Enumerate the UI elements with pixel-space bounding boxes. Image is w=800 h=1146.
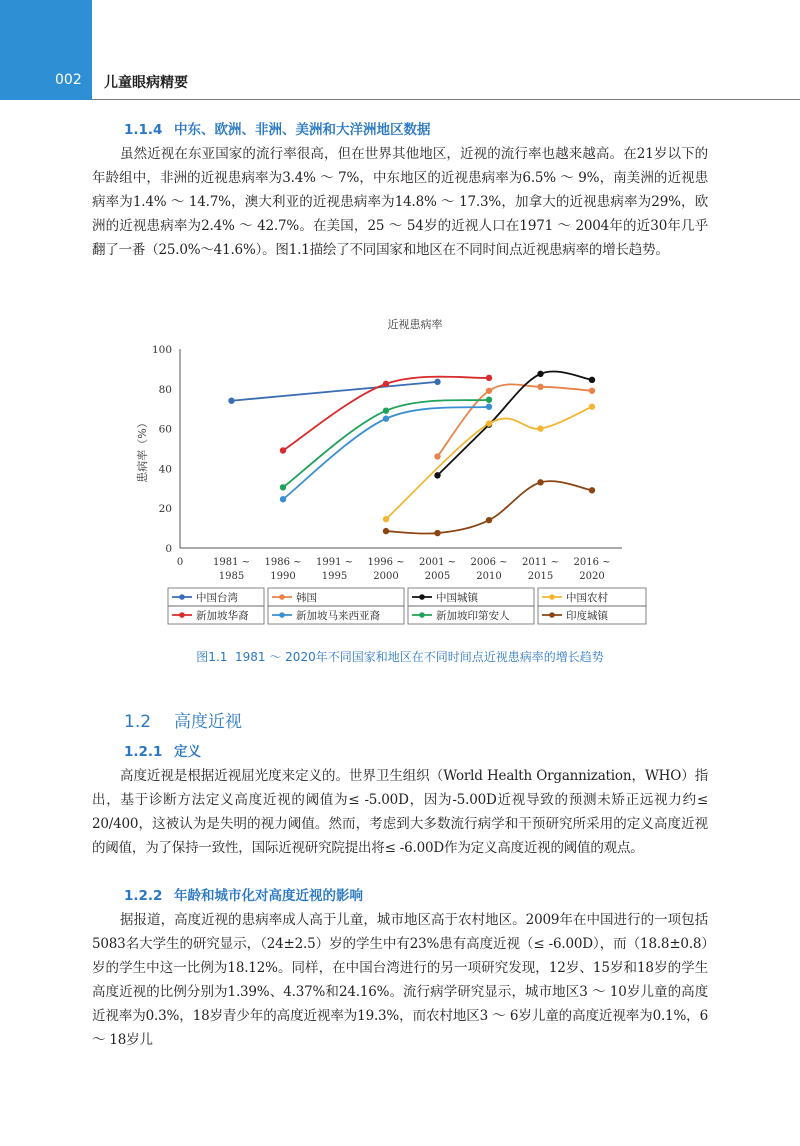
data-point (537, 479, 543, 485)
legend-label: 中国城镇 (436, 592, 478, 604)
section-heading: 1.2.2 年龄和城市化对高度近视的影响 (124, 888, 363, 904)
legend-label: 新加坡华裔 (196, 610, 249, 622)
x-tick-label: 2015 (527, 571, 554, 582)
data-point (383, 381, 389, 387)
data-point (589, 404, 595, 410)
header-rule (92, 99, 800, 100)
x-tick-label: 0 (176, 557, 184, 568)
section-heading: 1.2.1 定义 (124, 744, 201, 760)
y-tick-label: 20 (158, 503, 172, 516)
data-point (486, 404, 492, 410)
data-point (383, 407, 389, 413)
x-tick-label: 2005 (424, 571, 451, 582)
data-point (589, 487, 595, 493)
data-point (434, 379, 440, 385)
y-tick-label: 40 (158, 463, 172, 476)
data-point (280, 447, 286, 453)
section-heading-1-2: 1.2 高度近视 (124, 712, 242, 732)
x-tick-label: 1995 (321, 571, 348, 582)
legend-marker (179, 594, 185, 600)
x-tick-label: 1991 ~ (315, 557, 354, 568)
x-tick-label: 1981 ~ (212, 557, 251, 568)
x-tick-label: 1986 ~ (264, 557, 302, 568)
data-point (486, 517, 492, 523)
x-tick-label: 2010 (476, 571, 502, 582)
data-point (537, 425, 543, 431)
paragraph: 高度近视是根据近视屈光度来定义的。世界卫生组织（World Health Organnization，WHO）指出，基于诊断方法定义高度近视的阈值为≤ -5.00D，因为-5.00D近视导致的预测未矫正远视力约≤ 20/400，这被认为是失明的视力阈值。然而，考虑到大多数流行病学和干预研究所采用的定义高度近视的阈值，为了保持一致性，国际近视研究院提出将≤ -6.00D作为定义高度近视的阈值的观点。 (92, 768, 708, 856)
y-tick-label: 100 (151, 344, 172, 356)
x-tick-label: 2001 ~ (418, 557, 457, 568)
legend-label: 新加坡印第安人 (436, 610, 510, 622)
y-tick-label: 60 (158, 423, 172, 436)
section-1-2-1 (92, 742, 708, 860)
x-tick-label: 2020 (579, 571, 605, 582)
legend-marker (419, 612, 425, 618)
paragraph: 据报道，高度近视的患病率成人高于儿童，城市地区高于农村地区。2009年在中国进行的一项包括5083名大学生的研究显示，（24±2.5）岁的学生中有23%患有高度近视（≤ -6.00D），而（18.8±0.8）岁的学生中这一比例为18.12%。同样，在中国台湾进行的另一项研究发现，12岁、15岁和18岁的学生高度近视的比例分别为1.39%、4.37%和24.16%。流行病学研究显示，城市地区3 ～ 10岁儿童的高度近视率为0.3%，18岁青少年的高度近视率为19.3%，而农村地区3 ～ 6岁儿童的高度近视率为0.1%，6 ～ 18岁儿 (92, 912, 708, 1048)
legend-marker (419, 594, 425, 600)
series-line (232, 382, 438, 401)
legend-marker (279, 594, 285, 600)
legend-marker (549, 594, 555, 600)
data-point (434, 472, 440, 478)
data-point (228, 398, 234, 404)
x-tick-label: 1985 (218, 571, 245, 582)
legend-marker (549, 612, 555, 618)
data-point (434, 453, 440, 459)
y-axis-label: 患病率（%） (136, 417, 149, 483)
legend-label: 印度城镇 (566, 610, 608, 622)
book-title: 儿童眼病精要 (104, 75, 188, 91)
section-heading: 1.1.4 中东、欧洲、非洲、美洲和大洋洲地区数据 (124, 122, 431, 138)
data-point (537, 384, 543, 390)
prevalence-line-chart (130, 312, 670, 642)
legend-label: 新加坡马来西亚裔 (296, 610, 380, 622)
section-1-2-2 (92, 886, 708, 1052)
data-point (589, 388, 595, 394)
y-tick-label: 80 (158, 383, 172, 396)
paragraph: 虽然近视在东亚国家的流行率很高，但在世界其他地区，近视的流行率也越来越高。在21岁以下的年龄组中，非洲的近视患病率为3.4% ～ 7%，中东地区的近视患病率为6.5% ～ 9%，南美洲的近视患病率为1.4% ～ 14.7%，澳大利亚的近视患病率为14.8% ～ 17.3%，加拿大的近视患病率为29%，欧洲的近视患病率为2.4% ～ 42.7%。在美国，25 ～ 54岁的近视人口在1971 ～ 2004年的近30年几乎翻了一番（25.0%～41.6%）。图1.1描绘了不同国家和地区在不同时间点近视患病率的增长趋势。 (92, 146, 708, 258)
data-point (434, 530, 440, 536)
x-tick-label: 2006 ~ (470, 557, 508, 568)
x-tick-label: 2011 ~ (521, 557, 560, 568)
page-number: 002 (55, 72, 82, 88)
legend-marker (179, 612, 185, 618)
x-tick-label: 2016 ~ (573, 557, 611, 568)
data-point (537, 371, 543, 377)
legend-label: 中国台湾 (196, 592, 238, 604)
legend-label: 中国农村 (566, 592, 608, 604)
data-point (383, 528, 389, 534)
section-1-1-4 (92, 120, 708, 262)
figure-caption: 图1.1 1981 ～ 2020年不同国家和地区在不同时间点近视患病率的增长趋势 (196, 650, 604, 664)
x-tick-label: 1996 ~ (367, 557, 405, 568)
data-point (383, 516, 389, 522)
legend-marker (279, 612, 285, 618)
data-point (486, 375, 492, 381)
data-point (383, 415, 389, 421)
chart-title: 近视患病率 (387, 318, 443, 331)
y-tick-label: 0 (165, 543, 172, 555)
x-tick-label: 2000 (373, 571, 399, 582)
data-point (280, 496, 286, 502)
legend-label: 韩国 (296, 592, 317, 604)
data-point (486, 388, 492, 394)
x-tick-label: 1990 (270, 571, 296, 582)
data-point (589, 377, 595, 383)
data-point (280, 484, 286, 490)
data-point (486, 420, 492, 426)
data-point (486, 397, 492, 403)
